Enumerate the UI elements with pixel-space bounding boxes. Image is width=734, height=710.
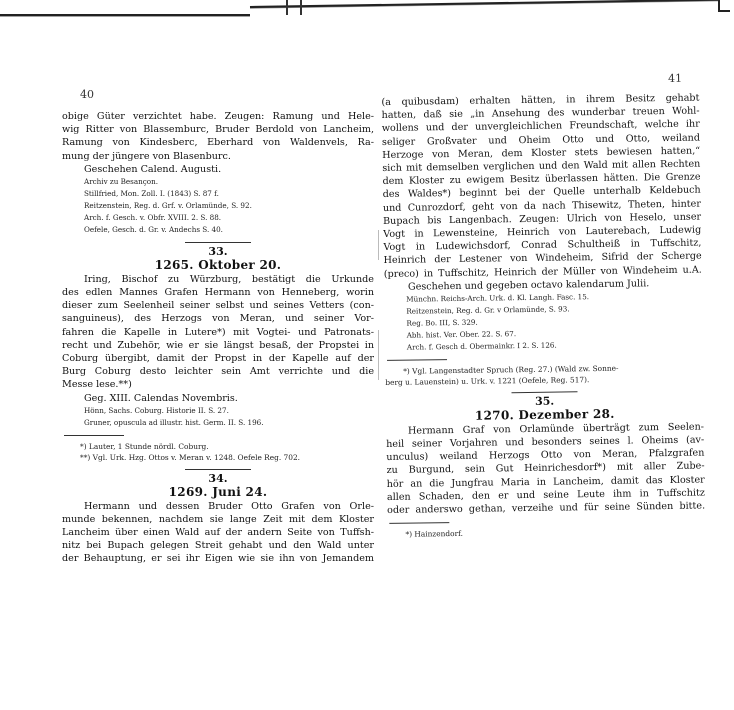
scan-border-left xyxy=(0,14,250,17)
text-line: Vogt in Ludewichsdorf, Conrad Schultheiß in Tuffschitz, xyxy=(383,237,702,254)
text-line: zu Burgund, sein Gut Heinrichesdorf*) mit aller Zube- xyxy=(386,460,705,477)
text-line: recht und Zubehör, wie er sie längst besaß, der Propstei in xyxy=(62,339,374,351)
text-line: (preco) in Tuffschitz, Heinrich der Müller von Windeheim u.A. xyxy=(383,264,702,280)
text-line: allen Schaden, den er und seine Leute ihm in Tuffschitz xyxy=(386,487,705,503)
text-line: Burg Coburg desto leichter sein Amt verrichte und die xyxy=(62,366,374,378)
text-line: munde bekennen, nachdem sie lange Zeit mit dem Kloster xyxy=(62,513,374,525)
footnote: **) Vgl. Urk. Hzg. Ottos v. Meran v. 1248. Oefele Reg. 702. xyxy=(80,452,300,462)
footnote-divider xyxy=(389,522,449,524)
source-reference: Stillfried, Mon. Zoll. I. (1843) S. 87 f. xyxy=(84,188,219,198)
source-reference: Gruner, opuscula ad illustr. hist. Germ. II. S. 196. xyxy=(84,417,264,427)
text-line: Herzoge von Meran, dem Kloster stets bewiesen hatten,“ xyxy=(382,145,701,161)
text-line: unculus) weiland Herzogs Otto von Meran, Pfalzgrafen xyxy=(386,447,705,464)
spine-mark xyxy=(286,0,288,15)
text-line: Messe lese.**) xyxy=(62,379,132,391)
text-line: Bupach bis Langenbach. Zeugen: Ulrich von Heselo, unser xyxy=(383,211,702,227)
text-line: sich mit demselben verglichen und den Wald mit allen Rechten xyxy=(382,158,701,174)
text-line: sanguineus), des Herzogs von Meran, und seiner Vor- xyxy=(62,313,374,325)
footnote-divider xyxy=(64,435,124,436)
document-number: 34. xyxy=(208,471,228,485)
source-reference: Oefele, Gesch. d. Gr. v. Andechs S. 40. xyxy=(84,224,223,234)
section-divider xyxy=(511,391,577,393)
section-divider xyxy=(185,469,251,470)
text-line: Lancheim über einen Wald auf der andern Seite von Tuffsh- xyxy=(62,527,374,539)
text-line: oder anderswo gethan, verzeihe und für seine Sünden bitte. xyxy=(387,500,706,517)
footnote: *) Vgl. Langenstadter Spruch (Reg. 27.) (Wald zw. Sonne- xyxy=(403,363,619,376)
source-reference: Arch. f. Gesch. v. Obfr. XVIII. 2. S. 88. xyxy=(84,212,222,222)
text-line: Coburg übergibt, damit der Propst in der Kapelle auf der xyxy=(62,353,374,365)
text-line: hör an die Jungfrau Maria in Lancheim, damit das Kloster xyxy=(386,474,705,490)
text-line: (a quibusdam) erhalten hätten, in ihrem Besitz gehabt xyxy=(381,92,700,108)
text-line: und Cunrozdorf, geht von da nach Thisewitz, Theten, hinter xyxy=(382,198,701,214)
text-line: mung der jüngere von Blasenburc. xyxy=(62,150,231,162)
text-line: wollens und der unvergleichlichen Freundschaft, welche ihr xyxy=(381,118,700,135)
footnote-divider xyxy=(387,359,447,361)
text-line: Hermann und dessen Bruder Otto Grafen von Orle- xyxy=(84,500,374,512)
footnote-continuation: berg u. Lauenstein) u. Urk. v. 1221 (Oefele, Reg. 517). xyxy=(385,374,590,387)
text-line: der Behauptung, er sei ihr Eigen wie sie ihn von Jemandem xyxy=(62,553,374,565)
text-line: des Waldes*) beginnt bei der Quelle unterhalb Keldebuch xyxy=(382,184,701,201)
source-reference: Abh. hist. Ver. Ober. 22. S. 67. xyxy=(406,328,517,340)
page-number: 41 xyxy=(668,71,683,85)
document-date: 1265. Oktober 20. xyxy=(154,257,282,272)
text-line: obige Güter verzichtet habe. Zeugen: Ramung und Hele- xyxy=(62,111,374,122)
text-line: seliger Großvater und Oheim Otto und Otto, weiland xyxy=(381,132,701,148)
document-number: 33. xyxy=(208,244,228,258)
page-number: 40 xyxy=(80,88,94,101)
text-line: nitz bei Bupach gelegen Streit gehabt und den Wald unter xyxy=(62,540,374,552)
gutter-mark xyxy=(378,330,379,380)
source-reference: Reitzenstein, Reg. d. Grf. v. Orlamünde, S. 92. xyxy=(84,200,252,210)
scan-corner-mark xyxy=(718,0,730,12)
gutter-mark xyxy=(378,230,379,260)
spine-mark xyxy=(300,0,302,15)
document-number: 35. xyxy=(534,394,555,408)
document-date: 1269. Juni 24. xyxy=(168,484,268,499)
footnote: *) Lauter, 1 Stunde nördl. Coburg. xyxy=(80,441,209,451)
source-reference: Reitzenstein, Reg. d. Gr. v Orlamünde, S. 93. xyxy=(406,304,570,316)
text-line: Ramung von Kindesberc, Eberhard von Waldenvels, Ra- xyxy=(62,137,374,149)
text-line: hatten, daß sie „in Ansehung des wunderbar treuen Wohl- xyxy=(381,105,700,122)
left-page-body xyxy=(62,110,374,566)
source-reference: Arch. f. Gesch d. Obermainkr. I 2. S. 126. xyxy=(406,340,557,352)
text-line: fahren die Kapelle in Lutere*) mit Vogtei- und Patronats- xyxy=(62,326,374,338)
text-line: heil seiner Vorjahren und besonders seines l. Oheims (av- xyxy=(386,434,705,451)
footnote: *) Hainzendorf. xyxy=(405,529,463,539)
right-page-body xyxy=(381,92,705,541)
text-line: wig Ritter von Blassemburc, Bruder Berdold von Lancheim, xyxy=(62,124,374,136)
section-divider xyxy=(185,242,251,243)
scan-border-right xyxy=(250,0,720,9)
source-reference: Münchn. Reichs-Arch. Urk. d. Kl. Langh. Fasc. 15. xyxy=(406,291,590,304)
source-reference: Reg. Bo. III, S. 329. xyxy=(406,317,478,328)
text-line: dem Kloster zu ewigem Besitz überlassen hätten. Die Grenze xyxy=(382,171,701,188)
text-line: Hermann Graf von Orlamünde überträgt zum Seelen- xyxy=(407,421,705,437)
dating-clause: Geschehen Calend. Augusti. xyxy=(84,163,222,175)
dating-clause: Geg. XIII. Calendas Novembris. xyxy=(84,392,238,404)
source-reference: Archiv zu Besançon. xyxy=(84,176,159,186)
text-line: Iring, Bischof zu Würzburg, bestätigt die Urkunde xyxy=(84,273,374,285)
dating-clause: Geschehen und gegeben octavo kalendarum Julii. xyxy=(407,278,650,293)
text-line: des edlen Mannes Grafen Hermann von Henneberg, worin xyxy=(62,287,374,299)
text-line: Heinrich der Lestener von Windeheim, Sifrid der Scherge xyxy=(383,250,702,267)
text-line: Vogt in Lewensteine, Heinrich von Lauterebach, Ludewig xyxy=(383,224,702,241)
source-reference: Hönn, Sachs. Coburg. Historie II. S. 27. xyxy=(84,405,229,415)
text-line: dieser zum Seelenheil seiner selbst und seines Vetters (con- xyxy=(62,300,374,312)
document-date: 1270. Dezember 28. xyxy=(474,406,615,423)
